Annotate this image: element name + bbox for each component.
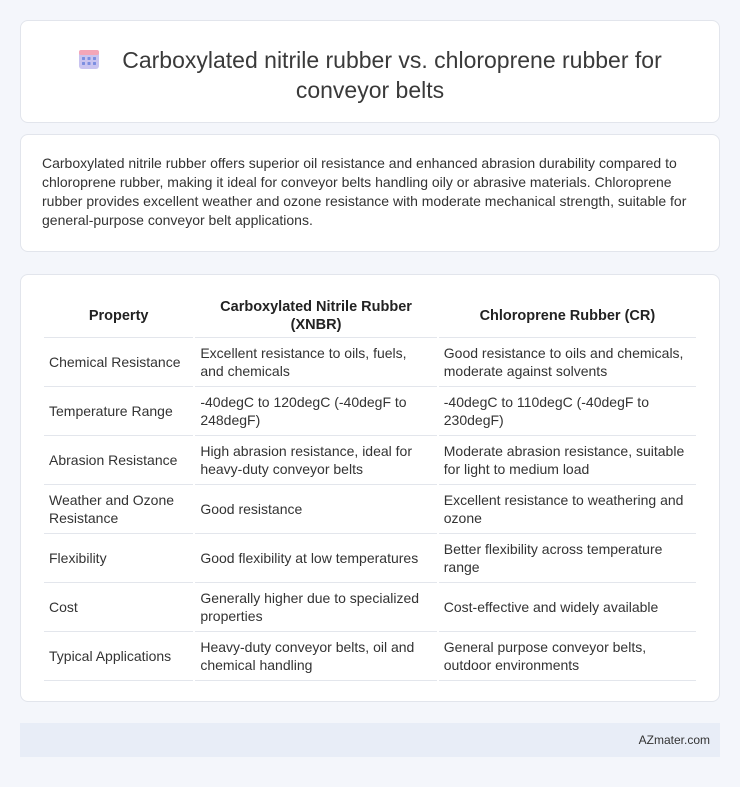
comparison-table (42, 295, 698, 681)
page-title-text: Carboxylated nitrile rubber vs. chloroprene rubber for conveyor belts (122, 47, 662, 103)
table-row (44, 583, 696, 632)
footer-bar (20, 723, 720, 757)
summary-card (20, 134, 720, 252)
cell-property: Cost (44, 583, 193, 632)
cell-property: Flexibility (44, 534, 193, 583)
cell-cr: Better flexibility across temperature range (439, 534, 696, 583)
page-title (61, 45, 679, 105)
footer-site-link[interactable]: AZmater.com (638, 733, 710, 747)
cell-property: Typical Applications (44, 632, 193, 681)
title-card (20, 20, 720, 123)
cell-property: Chemical Resistance (44, 338, 193, 387)
cell-xnbr: Generally higher due to specialized properties (195, 583, 436, 632)
cell-property: Abrasion Resistance (44, 436, 193, 485)
cell-cr: Moderate abrasion resistance, suitable for light to medium load (439, 436, 696, 485)
cell-xnbr: -40degC to 120degC (-40degF to 248degF) (195, 387, 436, 436)
table-header-row (44, 295, 696, 338)
table-row (44, 436, 696, 485)
cell-cr: Cost-effective and widely available (439, 583, 696, 632)
table-row (44, 632, 696, 681)
table-row (44, 534, 696, 583)
cell-cr: Excellent resistance to weathering and ozone (439, 485, 696, 534)
cell-xnbr: Good flexibility at low temperatures (195, 534, 436, 583)
header-xnbr: Carboxylated Nitrile Rubber (XNBR) (195, 295, 436, 338)
cell-xnbr: Good resistance (195, 485, 436, 534)
cell-cr: Good resistance to oils and chemicals, moderate against solvents (439, 338, 696, 387)
table-row (44, 387, 696, 436)
comparison-card (20, 274, 720, 702)
calendar-grid-icon (78, 48, 100, 70)
cell-property: Weather and Ozone Resistance (44, 485, 193, 534)
cell-xnbr: Heavy-duty conveyor belts, oil and chemical handling (195, 632, 436, 681)
cell-property: Temperature Range (44, 387, 193, 436)
cell-cr: General purpose conveyor belts, outdoor environments (439, 632, 696, 681)
header-property: Property (44, 295, 193, 338)
header-cr: Chloroprene Rubber (CR) (439, 295, 696, 338)
table-row (44, 485, 696, 534)
table-row (44, 338, 696, 387)
summary-text: Carboxylated nitrile rubber offers superior oil resistance and enhanced abrasion durability compared to chloroprene rubber, making it ideal for conveyor belts handling oily or abrasive materials. Chloroprene rubber provides excellent weather and ozone resistance with moderate mechanical strength, suitable for general-purpose conveyor belt applications. (42, 155, 687, 228)
cell-xnbr: Excellent resistance to oils, fuels, and chemicals (195, 338, 436, 387)
cell-cr: -40degC to 110degC (-40degF to 230degF) (439, 387, 696, 436)
cell-xnbr: High abrasion resistance, ideal for heavy-duty conveyor belts (195, 436, 436, 485)
